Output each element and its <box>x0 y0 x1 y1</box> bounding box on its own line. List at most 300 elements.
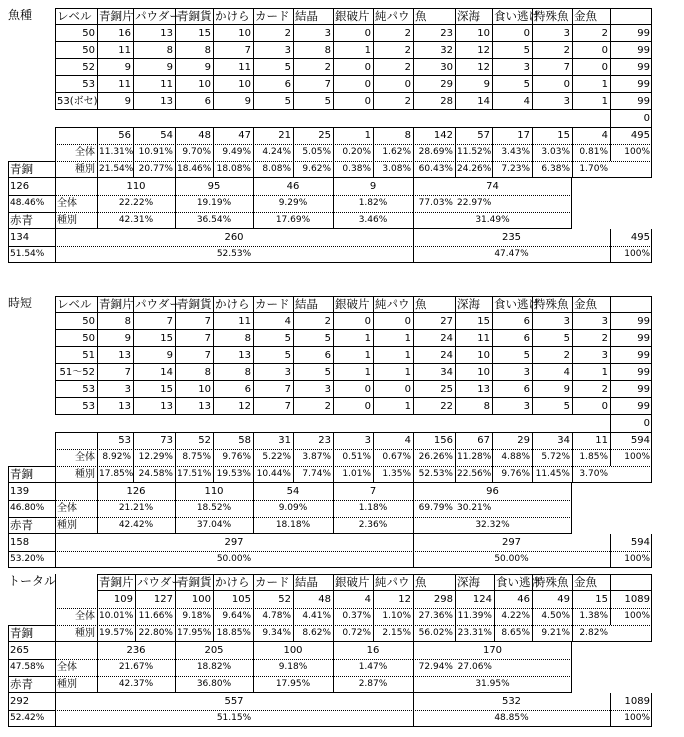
value-cell: 13 <box>160 28 173 39</box>
value-cell: 9 <box>483 79 490 90</box>
item-total: 260 <box>224 232 244 243</box>
zero-cell: 0 <box>643 113 650 124</box>
row-total: 99 <box>637 401 650 412</box>
pct-type-cell: 9.34% <box>262 628 291 638</box>
header-cell <box>610 296 652 313</box>
group-count: 9 <box>369 181 377 192</box>
value-cell: 0 <box>364 62 371 73</box>
pct-all-cell: 11.31% <box>99 147 134 157</box>
column-header: パウダー <box>135 297 181 311</box>
pct-type-cell: 19.57% <box>99 628 134 638</box>
value-cell: 2 <box>601 333 608 344</box>
column-header: レベル <box>57 9 92 23</box>
value-cell: 5 <box>523 79 530 90</box>
sum-cell: 47 <box>238 130 251 141</box>
value-cell: 7 <box>244 45 251 56</box>
value-cell: 0 <box>563 79 570 90</box>
red-pct: 53.20% <box>10 554 45 564</box>
fish-all: 72.94% <box>418 662 453 672</box>
value-cell: 25 <box>440 384 453 395</box>
zero-cell: 0 <box>643 418 650 429</box>
value-cell: 8 <box>244 367 251 378</box>
value-cell: 3 <box>324 28 331 39</box>
column-header: 純パウ <box>375 297 410 311</box>
pct-all-cell: 10.01% <box>99 611 134 621</box>
pct-type-cell: 1.01% <box>342 469 371 479</box>
column-header: 深海 <box>457 9 480 23</box>
sum-cell: 23 <box>318 435 331 446</box>
pct-all-cell: 11.52% <box>457 147 492 157</box>
level-cell: 51～52 <box>59 367 95 378</box>
value-cell: 11 <box>238 62 251 73</box>
value-cell: 2 <box>404 62 411 73</box>
group-all: 18.82% <box>196 662 232 672</box>
value-cell: 27 <box>440 316 453 327</box>
value-cell: 2 <box>563 350 570 361</box>
fish-count: 170 <box>482 645 503 656</box>
pct-type-cell: 0.72% <box>342 628 371 638</box>
value-cell: 9 <box>166 62 173 73</box>
red-label: 赤青 <box>10 518 33 532</box>
value-cell: 2 <box>404 45 411 56</box>
pct-all-total: 100% <box>624 147 650 157</box>
value-cell: 4 <box>284 316 291 327</box>
fish-type: 31.49% <box>475 215 510 225</box>
pct-type-cell: 8.08% <box>262 164 291 174</box>
value-cell: 10 <box>477 28 490 39</box>
sum-cell: 12 <box>398 594 411 605</box>
value-cell: 6 <box>523 384 530 395</box>
fish-pct: 47.47% <box>494 249 529 259</box>
value-cell: 5 <box>284 96 291 107</box>
level-cell: 53 <box>82 401 95 412</box>
sum-cell: 58 <box>238 435 251 446</box>
value-cell: 7 <box>204 316 211 327</box>
sum-cell: 31 <box>278 435 291 446</box>
pct-type-cell: 9.62% <box>302 164 331 174</box>
pct-type-cell: 24.26% <box>457 164 492 174</box>
column-header: 食い逃げ <box>494 9 540 23</box>
row-label: 全体 <box>57 662 77 673</box>
value-cell: 0 <box>364 384 371 395</box>
group-all: 1.47% <box>358 662 388 672</box>
row-total: 99 <box>637 350 650 361</box>
value-cell: 9 <box>204 62 211 73</box>
column-header: 銀破片 <box>335 9 370 23</box>
value-cell: 16 <box>118 28 131 39</box>
row-label: 種別 <box>57 215 77 226</box>
group-all: 1.82% <box>358 198 388 208</box>
value-cell: 10 <box>238 79 251 90</box>
column-header: 特殊魚 <box>534 297 569 311</box>
row-total: 99 <box>637 316 650 327</box>
pct-all-cell: 3.43% <box>501 147 530 157</box>
value-cell: 2 <box>563 45 570 56</box>
value-cell: 8 <box>244 333 251 344</box>
pct-all-cell: 11.39% <box>457 611 492 621</box>
group-all: 9.09% <box>278 503 308 513</box>
bronze-count: 126 <box>10 181 30 192</box>
sum-cell: 52 <box>278 594 291 605</box>
pct-type-cell: 60.43% <box>418 164 453 174</box>
fish-type: 31.95% <box>475 679 510 689</box>
value-cell: 1 <box>364 367 371 378</box>
pct-type-cell: 20.77% <box>138 164 173 174</box>
value-cell: 5 <box>324 333 331 344</box>
row-label: 種別 <box>75 469 95 480</box>
pct-all-cell: 4.22% <box>501 611 530 621</box>
column-header: 純パウ <box>375 9 410 23</box>
value-cell: 7 <box>166 316 173 327</box>
sum-cell: 52 <box>198 435 211 446</box>
sum-cell: 49 <box>557 594 570 605</box>
row-total: 99 <box>637 367 650 378</box>
value-cell: 1 <box>404 333 411 344</box>
sum-cell: 109 <box>113 594 133 605</box>
group-count: 236 <box>126 645 146 656</box>
row-total: 99 <box>637 384 650 395</box>
pct-all-cell: 0.51% <box>342 452 371 462</box>
value-cell: 9 <box>166 350 173 361</box>
row-label: 全体 <box>75 452 95 463</box>
value-cell: 9 <box>124 333 131 344</box>
pct-all-cell: 9.18% <box>182 611 211 621</box>
sum-cell: 25 <box>318 130 331 141</box>
column-header: 青銅貨 <box>177 297 212 311</box>
column-header: 青銅片 <box>99 297 134 311</box>
value-cell: 0 <box>404 79 411 90</box>
sum-cell: 11 <box>595 435 608 446</box>
value-cell: 6 <box>284 79 291 90</box>
value-cell: 8 <box>124 316 131 327</box>
pct-all-cell: 0.37% <box>342 611 371 621</box>
row-label: 全体 <box>57 503 77 514</box>
value-cell: 0 <box>364 316 371 327</box>
sum-total: 594 <box>630 435 650 446</box>
group-all: 19.19% <box>196 198 232 208</box>
group-count: 205 <box>204 645 224 656</box>
value-cell: 3 <box>601 316 608 327</box>
group-type: 17.95% <box>275 679 311 689</box>
pct-type-cell: 56.02% <box>418 628 453 638</box>
column-header: 青銅片 <box>99 575 134 589</box>
red-pct: 52.42% <box>10 713 45 723</box>
column-header: 銀破片 <box>335 575 370 589</box>
value-cell: 7 <box>204 350 211 361</box>
grand-total: 495 <box>630 232 650 243</box>
group-all: 1.18% <box>358 503 388 513</box>
pct-type-cell: 52.53% <box>418 469 453 479</box>
item-total: 297 <box>224 537 244 548</box>
group-count: 54 <box>286 486 300 497</box>
pct-type-cell: 0.38% <box>342 164 371 174</box>
pct-all-cell: 3.87% <box>302 452 331 462</box>
group-type: 18.18% <box>275 520 311 530</box>
pct-type-cell: 7.74% <box>302 469 331 479</box>
sum-cell: 34 <box>557 435 570 446</box>
value-cell: 6 <box>324 350 331 361</box>
group-count: 110 <box>126 181 146 192</box>
column-header: 結晶 <box>295 297 318 311</box>
value-cell: 7 <box>563 62 570 73</box>
value-cell: 0 <box>523 28 530 39</box>
pct-type-cell: 2.15% <box>382 628 411 638</box>
value-cell: 1 <box>404 401 411 412</box>
value-cell: 1 <box>404 367 411 378</box>
value-cell: 0 <box>364 401 371 412</box>
value-cell: 7 <box>284 384 291 395</box>
pct-type-cell: 24.58% <box>138 469 173 479</box>
pct-type-cell: 18.85% <box>216 628 251 638</box>
sum-cell: 1 <box>364 130 371 141</box>
pct-all-cell: 9.49% <box>222 147 251 157</box>
level-cell: 53(ボセ) <box>57 96 98 107</box>
value-cell: 1 <box>601 79 608 90</box>
value-cell: 32 <box>440 45 453 56</box>
value-cell: 1 <box>601 367 608 378</box>
value-cell: 13 <box>198 401 211 412</box>
value-cell: 10 <box>198 384 211 395</box>
pct-type-cell: 10.44% <box>256 469 291 479</box>
pct-type-cell: 2.82% <box>579 628 608 638</box>
sum-cell: 124 <box>472 594 492 605</box>
column-header: 青銅貨 <box>177 9 212 23</box>
value-cell: 15 <box>160 384 173 395</box>
pct-type-cell: 19.53% <box>216 469 251 479</box>
value-cell: 11 <box>238 316 251 327</box>
value-cell: 0 <box>601 45 608 56</box>
bronze-count: 139 <box>10 486 30 497</box>
value-cell: 0 <box>601 401 608 412</box>
row-label: 全体 <box>57 198 77 209</box>
value-cell: 24 <box>440 333 453 344</box>
column-header: 銀破片 <box>335 297 370 311</box>
pct-all-total: 100% <box>624 611 650 621</box>
value-cell: 8 <box>483 401 490 412</box>
item-pct: 51.15% <box>216 713 252 723</box>
sum-cell: 8 <box>404 130 411 141</box>
value-cell: 29 <box>440 79 453 90</box>
value-cell: 13 <box>477 384 490 395</box>
pct-all-cell: 10.91% <box>138 147 173 157</box>
value-cell: 5 <box>324 367 331 378</box>
sum-cell: 73 <box>160 435 173 446</box>
sum-cell: 48 <box>198 130 211 141</box>
level-cell: 50 <box>82 28 95 39</box>
group-all: 18.52% <box>196 503 232 513</box>
fish-all: 69.79% <box>418 503 453 513</box>
value-cell: 3 <box>563 96 570 107</box>
value-cell: 12 <box>477 45 490 56</box>
row-label: 全体 <box>75 147 95 158</box>
group-type: 42.37% <box>118 679 154 689</box>
column-header: 金魚 <box>574 575 597 589</box>
value-cell: 5 <box>563 401 570 412</box>
pct-type-cell: 6.38% <box>541 164 570 174</box>
value-cell: 34 <box>440 367 453 378</box>
column-header: 魚 <box>415 9 427 23</box>
value-cell: 1 <box>364 333 371 344</box>
section-title: 時短 <box>8 296 33 310</box>
grand-pct: 100% <box>624 554 650 564</box>
fish-all: 77.03% <box>418 198 453 208</box>
bronze-pct: 47.58% <box>10 662 45 672</box>
value-cell: 5 <box>284 350 291 361</box>
pct-type-cell: 17.85% <box>99 469 134 479</box>
value-cell: 12 <box>477 62 490 73</box>
group-type: 42.42% <box>118 520 154 530</box>
value-cell: 8 <box>324 45 331 56</box>
fish-all: 27.06% <box>457 662 492 672</box>
column-header: 結晶 <box>295 575 318 589</box>
sum-cell: 142 <box>433 130 453 141</box>
pct-all-cell: 9.76% <box>222 452 251 462</box>
value-cell: 6 <box>523 316 530 327</box>
bronze-count: 265 <box>10 645 30 656</box>
value-cell: 1 <box>364 45 371 56</box>
group-all: 21.21% <box>118 503 154 513</box>
value-cell: 1 <box>364 350 371 361</box>
value-cell: 0 <box>404 316 411 327</box>
column-header: 食い逃げ <box>496 575 542 589</box>
value-cell: 0 <box>601 62 608 73</box>
value-cell: 28 <box>440 96 453 107</box>
group-count: 110 <box>204 486 224 497</box>
row-label: 種別 <box>57 520 77 531</box>
pct-type-cell: 3.08% <box>382 164 411 174</box>
value-cell: 0 <box>364 96 371 107</box>
value-cell: 2 <box>404 96 411 107</box>
column-header: 結晶 <box>295 9 318 23</box>
value-cell: 15 <box>477 316 490 327</box>
sum-cell: 67 <box>477 435 490 446</box>
value-cell: 5 <box>324 96 331 107</box>
value-cell: 0 <box>404 384 411 395</box>
value-cell: 3 <box>563 28 570 39</box>
pct-all-cell: 8.75% <box>182 452 211 462</box>
level-cell: 53 <box>82 384 95 395</box>
value-cell: 3 <box>124 384 131 395</box>
pct-all-cell: 9.64% <box>222 611 251 621</box>
value-cell: 5 <box>523 350 530 361</box>
row-label: 全体 <box>75 611 95 622</box>
row-label: 種別 <box>75 628 95 639</box>
column-header: 特殊魚 <box>534 575 569 589</box>
level-cell: 53 <box>82 79 95 90</box>
value-cell: 10 <box>198 79 211 90</box>
red-pct: 51.54% <box>10 249 45 259</box>
value-cell: 6 <box>204 96 211 107</box>
pct-all-cell: 28.69% <box>418 147 453 157</box>
value-cell: 5 <box>523 45 530 56</box>
group-all: 21.67% <box>118 662 154 672</box>
row-total: 99 <box>637 62 650 73</box>
value-cell: 7 <box>124 367 131 378</box>
fish-all: 22.97% <box>457 198 492 208</box>
group-all: 22.22% <box>118 198 154 208</box>
group-type: 36.54% <box>196 215 232 225</box>
value-cell: 3 <box>523 62 530 73</box>
pct-all-cell: 0.67% <box>382 452 411 462</box>
value-cell: 2 <box>404 28 411 39</box>
group-type: 2.87% <box>358 679 388 689</box>
value-cell: 11 <box>477 333 490 344</box>
group-type: 17.69% <box>275 215 311 225</box>
pct-all-cell: 9.70% <box>182 147 211 157</box>
level-cell: 50 <box>82 45 95 56</box>
value-cell: 2 <box>601 384 608 395</box>
group-type: 37.04% <box>196 520 232 530</box>
column-header: 金魚 <box>574 297 597 311</box>
value-cell: 7 <box>324 79 331 90</box>
pct-type-cell: 8.65% <box>501 628 530 638</box>
column-header: かけら <box>215 297 250 311</box>
value-cell: 2 <box>284 28 291 39</box>
level-cell: 52 <box>82 62 95 73</box>
value-cell: 11 <box>118 45 131 56</box>
value-cell: 9 <box>244 96 251 107</box>
column-header: 純パウ <box>375 575 410 589</box>
pct-type-cell: 11.45% <box>535 469 570 479</box>
sum-total: 495 <box>630 130 650 141</box>
value-cell: 13 <box>160 401 173 412</box>
value-cell: 5 <box>563 333 570 344</box>
value-cell: 10 <box>238 28 251 39</box>
group-count: 100 <box>283 645 303 656</box>
value-cell: 3 <box>523 401 530 412</box>
sum-cell: 46 <box>517 594 530 605</box>
item-total: 557 <box>224 696 244 707</box>
section-title: 魚種 <box>8 8 33 22</box>
sum-cell: 105 <box>231 594 251 605</box>
value-cell: 13 <box>118 350 131 361</box>
column-header: かけら <box>215 575 250 589</box>
row-total: 99 <box>637 96 650 107</box>
grand-total: 594 <box>630 537 650 548</box>
sum-total: 1089 <box>624 594 650 605</box>
value-cell: 5 <box>284 333 291 344</box>
column-header: 青銅貨 <box>177 575 212 589</box>
value-cell: 15 <box>160 333 173 344</box>
value-cell: 9 <box>124 96 131 107</box>
value-cell: 10 <box>477 367 490 378</box>
pct-all-cell: 4.50% <box>541 611 570 621</box>
group-type: 3.46% <box>358 215 388 225</box>
pct-all-cell: 11.66% <box>138 611 173 621</box>
row-total: 99 <box>637 79 650 90</box>
pct-all-cell: 4.78% <box>262 611 291 621</box>
value-cell: 6 <box>523 333 530 344</box>
row-total: 99 <box>637 45 650 56</box>
sum-cell: 54 <box>160 130 173 141</box>
grand-pct: 100% <box>624 713 650 723</box>
column-header: 青銅片 <box>99 9 134 23</box>
group-count: 7 <box>369 486 377 497</box>
column-header: 深海 <box>457 575 480 589</box>
sum-cell: 127 <box>153 594 173 605</box>
pct-type-cell: 1.70% <box>579 164 608 174</box>
header-cell <box>610 8 652 25</box>
sum-cell: 57 <box>477 130 490 141</box>
pct-all-cell: 4.41% <box>302 611 331 621</box>
pct-all-cell: 4.88% <box>501 452 530 462</box>
value-cell: 7 <box>204 333 211 344</box>
value-cell: 0 <box>364 28 371 39</box>
level-cell: 50 <box>82 333 95 344</box>
sum-cell: 56 <box>118 130 131 141</box>
item-pct: 50.00% <box>216 554 252 564</box>
sum-cell: 100 <box>191 594 211 605</box>
